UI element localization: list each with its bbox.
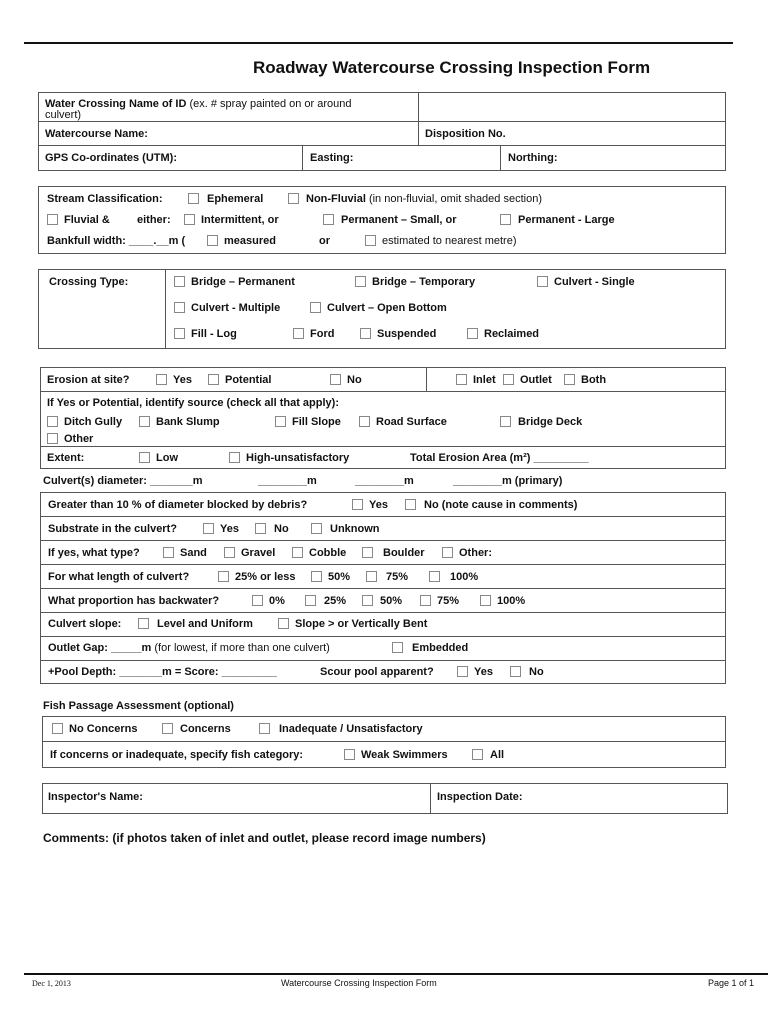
scour-pool-label: Scour pool apparent? xyxy=(320,666,434,678)
measured-label: measured xyxy=(224,235,276,247)
erosion-no-checkbox[interactable] xyxy=(330,374,341,385)
extent-high-label: High-unsatisfactory xyxy=(246,452,350,464)
intermittent-checkbox[interactable] xyxy=(184,214,195,225)
culvert-open-bottom-label: Culvert – Open Bottom xyxy=(327,302,447,314)
road-surface-label: Road Surface xyxy=(376,416,447,428)
slope-level-checkbox[interactable] xyxy=(138,618,149,629)
ephemeral-label: Ephemeral xyxy=(207,193,264,205)
substrate-unknown-checkbox[interactable] xyxy=(311,523,322,534)
extent-label: Extent: xyxy=(47,452,85,464)
slope-steep-checkbox[interactable] xyxy=(278,618,289,629)
footer-page: Page 1 of 1 xyxy=(708,978,755,988)
backwater-100-label: 100% xyxy=(497,595,526,607)
length-100-label: 100% xyxy=(450,571,479,583)
stream-class-label: Stream Classification: xyxy=(47,193,163,205)
permanent-large-label: Permanent - Large xyxy=(518,214,615,226)
top-rule xyxy=(24,42,733,44)
culvert-diameter-2: ________m xyxy=(258,475,317,487)
ephemeral-checkbox[interactable] xyxy=(188,193,199,204)
backwater-label: What proportion has backwater? xyxy=(48,595,220,607)
disposition-label: Disposition No. xyxy=(425,128,506,140)
permanent-large-checkbox[interactable] xyxy=(500,214,511,225)
other-type-label: Other: xyxy=(459,547,492,559)
backwater-75-checkbox[interactable] xyxy=(420,595,431,606)
boulder-label: Boulder xyxy=(383,547,425,559)
bank-slump-checkbox[interactable] xyxy=(139,416,150,427)
inspector-name-label: Inspector's Name: xyxy=(48,791,143,803)
non-fluvial-checkbox[interactable] xyxy=(288,193,299,204)
other-type-checkbox[interactable] xyxy=(442,547,453,558)
no-concerns-label: No Concerns xyxy=(69,723,138,735)
estimated-checkbox[interactable] xyxy=(365,235,376,246)
fill-slope-checkbox[interactable] xyxy=(275,416,286,427)
all-checkbox[interactable] xyxy=(472,749,483,760)
slope-level-label: Level and Uniform xyxy=(157,618,253,630)
blocked-yes-checkbox[interactable] xyxy=(352,499,363,510)
erosion-both-label: Both xyxy=(581,374,607,386)
erosion-both-checkbox[interactable] xyxy=(564,374,575,385)
length-25-label: 25% or less xyxy=(235,571,296,583)
length-25-checkbox[interactable] xyxy=(218,571,229,582)
extent-low-checkbox[interactable] xyxy=(139,452,150,463)
erosion-inlet-label: Inlet xyxy=(473,374,496,386)
ditch-gully-label: Ditch Gully xyxy=(64,416,123,428)
other-source-label: Other xyxy=(64,433,94,445)
no-concerns-checkbox[interactable] xyxy=(52,723,63,734)
bridge-deck-label: Bridge Deck xyxy=(518,416,583,428)
culvert-single-checkbox[interactable] xyxy=(537,276,548,287)
blocked-label: Greater than 10 % of diameter blocked by debris? xyxy=(48,499,308,511)
gravel-checkbox[interactable] xyxy=(224,547,235,558)
culvert-slope-label: Culvert slope: xyxy=(48,618,122,630)
non-fluvial-label: Non-Fluvial (in non-fluvial, omit shaded section) xyxy=(306,193,542,205)
water-crossing-hint: culvert) xyxy=(45,109,82,121)
substrate-yes-label: Yes xyxy=(220,523,239,535)
erosion-outlet-label: Outlet xyxy=(520,374,552,386)
gravel-label: Gravel xyxy=(241,547,276,559)
all-label: All xyxy=(490,749,505,761)
substrate-type-label: If yes, what type? xyxy=(48,547,140,559)
culvert-diameter-3: ________m xyxy=(355,475,414,487)
culvert-diameter-label: Culvert(s) diameter: _______m xyxy=(43,475,203,487)
either-label: either: xyxy=(137,214,171,226)
fill-slope-label: Fill Slope xyxy=(292,416,341,428)
blocked-no-checkbox[interactable] xyxy=(405,499,416,510)
scour-no-checkbox[interactable] xyxy=(510,666,521,677)
weak-swimmers-label: Weak Swimmers xyxy=(361,749,448,761)
intermittent-label: Intermittent, or xyxy=(201,214,279,226)
substrate-label: Substrate in the culvert? xyxy=(48,523,177,535)
scour-yes-checkbox[interactable] xyxy=(457,666,468,677)
erosion-no-label: No xyxy=(347,374,362,386)
erosion-potential-label: Potential xyxy=(225,374,272,386)
substrate-no-label: No xyxy=(274,523,289,535)
fluvial-label: Fluvial & xyxy=(64,214,110,226)
outlet-gap-label: Outlet Gap: _____m (for lowest, if more than one culvert) xyxy=(48,642,330,654)
total-erosion-area: Total Erosion Area (m²) _________ xyxy=(410,452,589,464)
footer-date: Dec 1, 2013 xyxy=(32,979,71,988)
boulder-checkbox[interactable] xyxy=(362,547,373,558)
cobble-checkbox[interactable] xyxy=(292,547,303,558)
extent-low-label: Low xyxy=(156,452,178,464)
fish-category-label: If concerns or inadequate, specify fish category: xyxy=(50,749,304,761)
cobble-label: Cobble xyxy=(309,547,347,559)
backwater-50-checkbox[interactable] xyxy=(362,595,373,606)
substrate-unknown-label: Unknown xyxy=(330,523,380,535)
gps-label: GPS Co-ordinates (UTM): xyxy=(45,152,177,164)
erosion-source-label: If Yes or Potential, identify source (check all that apply): xyxy=(47,397,339,409)
bridge-permanent-label: Bridge – Permanent xyxy=(191,276,295,288)
backwater-50-label: 50% xyxy=(380,595,403,607)
backwater-75-label: 75% xyxy=(437,595,460,607)
erosion-outlet-checkbox[interactable] xyxy=(503,374,514,385)
fluvial-checkbox[interactable] xyxy=(47,214,58,225)
other-source-checkbox[interactable] xyxy=(47,433,58,444)
extent-high-checkbox[interactable] xyxy=(229,452,240,463)
inadequate-label: Inadequate / Unsatisfactory xyxy=(279,723,423,735)
bridge-temporary-label: Bridge – Temporary xyxy=(372,276,476,288)
sand-label: Sand xyxy=(180,547,207,559)
northing-label: Northing: xyxy=(508,152,558,164)
footer-title: Watercourse Crossing Inspection Form xyxy=(281,978,437,988)
page-title: Roadway Watercourse Crossing Inspection Form xyxy=(253,58,651,77)
backwater-25-label: 25% xyxy=(324,595,347,607)
reclaimed-label: Reclaimed xyxy=(484,328,540,340)
concerns-checkbox[interactable] xyxy=(162,723,173,734)
permanent-small-checkbox[interactable] xyxy=(323,214,334,225)
bridge-temporary-checkbox[interactable] xyxy=(355,276,366,287)
reclaimed-checkbox[interactable] xyxy=(467,328,478,339)
erosion-inlet-checkbox[interactable] xyxy=(456,374,467,385)
measured-checkbox[interactable] xyxy=(207,235,218,246)
backwater-0-checkbox[interactable] xyxy=(252,595,263,606)
comments-label: Comments: (if photos taken of inlet and outlet, please record image numbers) xyxy=(43,831,486,845)
fill-log-checkbox[interactable] xyxy=(174,328,185,339)
or-label: or xyxy=(319,235,330,247)
embedded-label: Embedded xyxy=(412,642,469,654)
erosion-yes-checkbox[interactable] xyxy=(156,374,167,385)
length-label: For what length of culvert? xyxy=(48,571,190,583)
length-75-label: 75% xyxy=(386,571,409,583)
substrate-no-checkbox[interactable] xyxy=(255,523,266,534)
embedded-checkbox[interactable] xyxy=(392,642,403,653)
watercourse-name-label: Watercourse Name: xyxy=(45,128,148,140)
slope-steep-label: Slope > or Vertically Bent xyxy=(295,618,428,630)
pool-depth-label: +Pool Depth: _______m = Score: _________ xyxy=(48,666,277,678)
culvert-open-bottom-checkbox[interactable] xyxy=(310,302,321,313)
inadequate-checkbox[interactable] xyxy=(259,723,270,734)
substrate-yes-checkbox[interactable] xyxy=(203,523,214,534)
length-75-checkbox[interactable] xyxy=(366,571,377,582)
ditch-gully-checkbox[interactable] xyxy=(47,416,58,427)
bridge-permanent-checkbox[interactable] xyxy=(174,276,185,287)
scour-yes-label: Yes xyxy=(474,666,493,678)
culvert-diameter-primary: ________m (primary) xyxy=(453,475,563,487)
length-50-checkbox[interactable] xyxy=(311,571,322,582)
fill-log-label: Fill - Log xyxy=(191,328,237,340)
erosion-label: Erosion at site? xyxy=(47,374,130,386)
length-100-checkbox[interactable] xyxy=(429,571,440,582)
suspended-checkbox[interactable] xyxy=(360,328,371,339)
concerns-label: Concerns xyxy=(180,723,231,735)
blocked-yes-label: Yes xyxy=(369,499,388,511)
bridge-deck-checkbox[interactable] xyxy=(500,416,511,427)
fish-passage-heading: Fish Passage Assessment (optional) xyxy=(43,700,234,712)
culvert-multiple-checkbox[interactable] xyxy=(174,302,185,313)
backwater-25-checkbox[interactable] xyxy=(305,595,316,606)
bank-slump-label: Bank Slump xyxy=(156,416,220,428)
erosion-potential-checkbox[interactable] xyxy=(208,374,219,385)
length-50-label: 50% xyxy=(328,571,351,583)
culvert-single-label: Culvert - Single xyxy=(554,276,635,288)
backwater-100-checkbox[interactable] xyxy=(480,595,491,606)
ford-label: Ford xyxy=(310,328,335,340)
ford-checkbox[interactable] xyxy=(293,328,304,339)
easting-label: Easting: xyxy=(310,152,354,164)
backwater-0-label: 0% xyxy=(269,595,285,607)
inspector-table xyxy=(42,783,728,814)
blocked-no-label: No (note cause in comments) xyxy=(424,499,578,511)
scour-no-label: No xyxy=(529,666,544,678)
footer-rule xyxy=(24,973,768,975)
bankfull-label: Bankfull width: ____.__m ( xyxy=(47,235,186,247)
crossing-type-label: Crossing Type: xyxy=(49,276,129,288)
weak-swimmers-checkbox[interactable] xyxy=(344,749,355,760)
permanent-small-label: Permanent – Small, or xyxy=(341,214,457,226)
inspection-date-label: Inspection Date: xyxy=(437,791,523,803)
estimated-label: estimated to nearest metre) xyxy=(382,235,517,247)
erosion-yes-label: Yes xyxy=(173,374,192,386)
culvert-multiple-label: Culvert - Multiple xyxy=(191,302,281,314)
suspended-label: Suspended xyxy=(377,328,437,340)
sand-checkbox[interactable] xyxy=(163,547,174,558)
water-crossing-label: Water Crossing Name of ID (ex. # spray painted on or around xyxy=(45,98,352,110)
road-surface-checkbox[interactable] xyxy=(359,416,370,427)
